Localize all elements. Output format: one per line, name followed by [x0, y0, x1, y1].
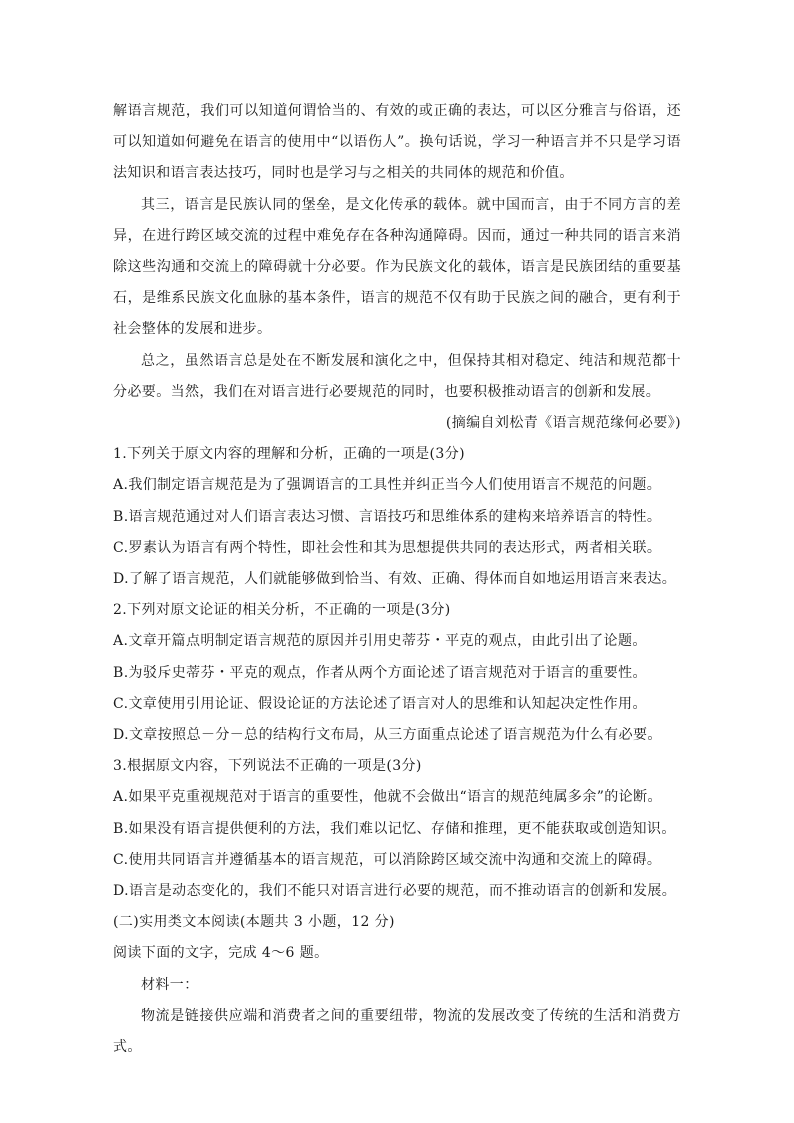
- section-title: (二)实用类文本阅读(本题共 3 小题，12 分): [113, 914, 395, 931]
- option-a: A.我们制定语言规范是为了强调语言的工具性并纠正当今人们使用语言不规范的问题。: [113, 477, 662, 494]
- question-3: [113, 751, 681, 907]
- option-d: D.了解了语言规范，人们就能够做到恰当、有效、正确、得体而自如地运用语言来表达。: [113, 571, 677, 588]
- material-first-line: 物流是链接供应端和消费者之间的重要纽带，物流的发展改变了传统的生活和消费方式。: [113, 1007, 681, 1056]
- option-c: C.使用共同语言并遵循基本的语言规范，可以消除跨区域交流中沟通和交流上的障碍。: [113, 851, 662, 868]
- option-d: D.文章按照总－分－总的结构行文布局，从三方面重点论述了语言规范为什么有必要。: [113, 727, 662, 744]
- material-label: 材料一：: [141, 976, 199, 993]
- question-2: [113, 595, 681, 751]
- option-b: B.语言规范通过对人们语言表达习惯、言语技巧和思维体系的建构来培养语言的特性。: [113, 508, 662, 525]
- third-point-paragraph: 其三，语言是民族认同的堡垒，是文化传承的载体。就中国而言，由于不同方言的差异，在进行跨区域交流的过程中难免存在各种沟通障碍。因而，通过一种共同的语言来消除这些沟通和交流上的障碍就十分必要。作为民族文化的载体，语言是民族团结的重要基石，是维系民族文化血脉的基本条件，语言的规范不仅有助于民族之间的融合，更有利于社会整体的发展和进步。: [113, 196, 681, 338]
- option-a: A.如果平克重视规范对于语言的重要性，他就不会做出“语言的规范纯属多余”的论断。: [113, 789, 662, 806]
- question-1: [113, 439, 681, 595]
- option-d: D.语言是动态变化的，我们不能只对语言进行必要的规范，而不推动语言的创新和发展。: [113, 883, 677, 900]
- option-c: C.罗素认为语言有两个特性，即社会性和其为思想提供共同的表达形式，两者相关联。: [113, 539, 662, 556]
- question-stem: 2.下列对原文论证的相关分析，不正确的一项是(3分): [113, 602, 451, 619]
- intro-paragraph: 解语言规范，我们可以知道何谓恰当的、有效的或正确的表达，可以区分雅言与俗语，还可以知道如何避免在语言的使用中“以语伤人”。换句话说，学习一种语言并不只是学习语法知识和语言表达技巧，同时也是学习与之相关的共同体的规范和价值。: [113, 103, 681, 182]
- question-stem: 1.下列关于原文内容的理解和分析，正确的一项是(3分): [113, 446, 465, 463]
- question-stem: 3.根据原文内容，下列说法不正确的一项是(3分): [113, 758, 422, 775]
- option-b: B.如果没有语言提供便利的方法，我们难以记忆、存储和推理，更不能获取或创造知识。: [113, 820, 676, 837]
- source-citation: (摘编自刘松青《语言规范缘何必要》): [445, 415, 681, 432]
- conclusion-paragraph: 总之，虽然语言总是处在不断发展和演化之中，但保持其相对稳定、纯洁和规范都十分必要。当然，我们在对语言进行必要规范的同时，也要积极推动语言的创新和发展。: [113, 352, 681, 400]
- document-body: [113, 96, 681, 1063]
- option-c: C.文章使用引用论证、假设论证的方法论述了语言对人的思维和认知起决定性作用。: [113, 695, 647, 712]
- option-b: B.为驳斥史蒂芬・平克的观点，作者从两个方面论述了语言规范对于语言的重要性。: [113, 664, 647, 681]
- option-a: A.文章开篇点明制定语言规范的原因并引用史蒂芬・平克的观点，由此引出了论题。: [113, 633, 647, 650]
- reading-instruction: 阅读下面的文字，完成 4～6 题。: [113, 945, 329, 962]
